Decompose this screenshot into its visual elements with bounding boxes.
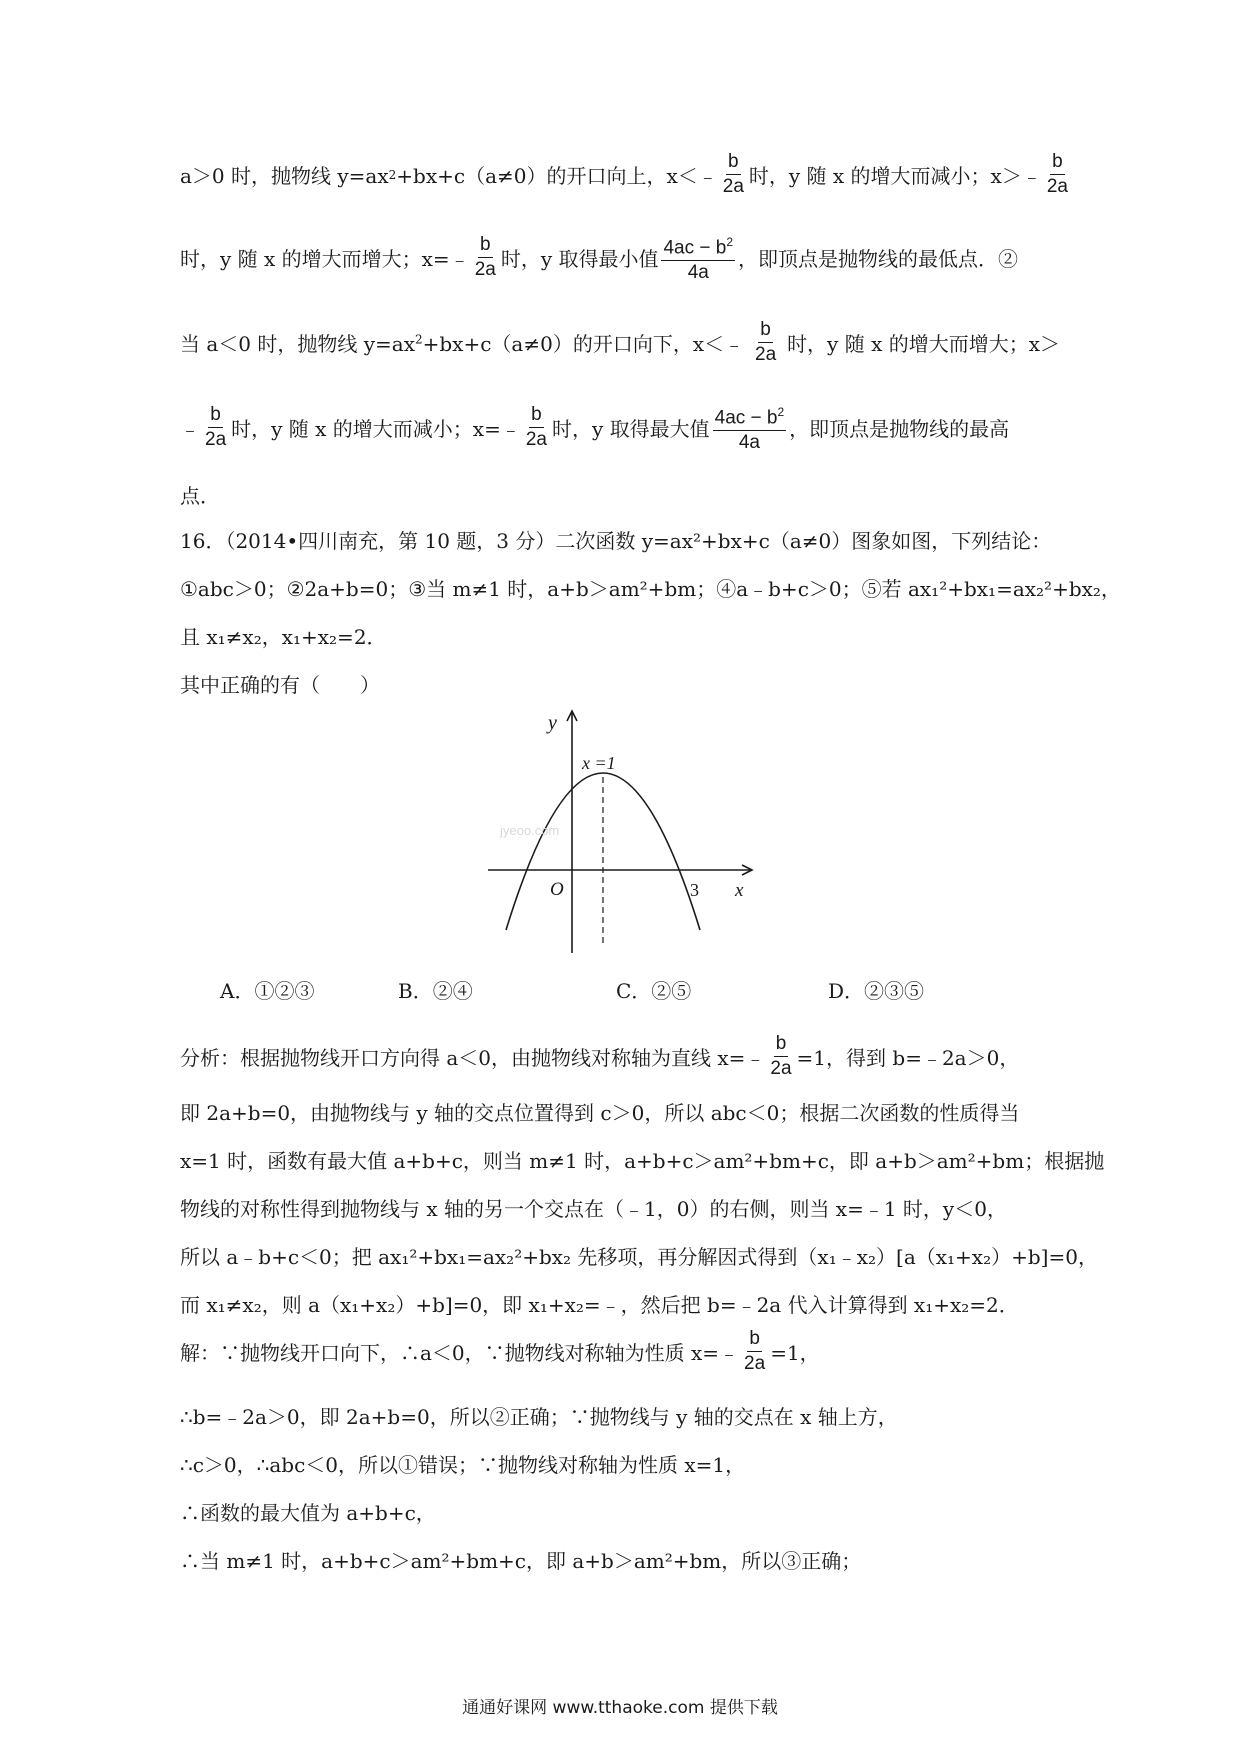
fraction-discriminant — [661, 230, 735, 285]
solution-line-5: ∴当 m≠1 时，a+b+c＞am²+bm+c，即 a+b＞am²+bm，所以③正确； — [180, 1549, 862, 1573]
numerator: b — [747, 1327, 762, 1352]
option-d: D．②③⑤ — [828, 979, 925, 1003]
parabola-graph — [470, 705, 770, 967]
fraction-b-over-2a — [524, 403, 549, 452]
text-group — [180, 328, 744, 357]
text-line-1 — [180, 150, 1068, 199]
fraction-discriminant — [713, 400, 787, 455]
denominator: 2a — [205, 429, 227, 451]
denominator: 2a — [722, 176, 744, 197]
numerator: b — [1050, 150, 1065, 175]
watermark: jyeoo.com — [500, 823, 560, 838]
fraction-b-over-2a — [768, 1032, 793, 1081]
text-seg: ，即顶点是抛物线的最低点．② — [738, 247, 1019, 272]
solution-line-4: ∴函数的最大值为 a+b+c， — [180, 1501, 436, 1525]
denominator: 2a — [755, 344, 777, 365]
text-seg: 时，y 随 x 的增大而减小；x＞﹣ — [748, 164, 1042, 188]
text-seg: 时，y 随 x 的增大而增大；x=﹣ — [180, 247, 470, 272]
origin-label: O — [550, 879, 564, 900]
fraction-b-over-2a — [473, 233, 498, 282]
text-line-4 — [180, 400, 1060, 455]
fraction-b-over-2a — [753, 318, 778, 367]
analysis-line-2: 即 2a+b=0，由抛物线与 y 轴的交点位置得到 c＞0，所以 abc＜0；根据二次函数的性质得当 — [180, 1101, 1020, 1125]
page-footer: 通通好课网 www.tthaoke.com 提供下载 — [462, 1698, 778, 1718]
text-seg: 时，y 取得最小值 — [500, 247, 659, 272]
denominator: 2a — [744, 1353, 766, 1374]
superscript: 2 — [388, 167, 397, 182]
numerator: b — [478, 233, 493, 258]
analysis-line-6: 而 x₁≠x₂，则 a（x₁+x₂）+b]=0，即 x₁+x₂=﹣，然后把 b=﹣2a 代入计算得到 x₁+x₂=2． — [180, 1293, 1019, 1317]
question-16-conditions: ①abc＞0；②2a+b=0；③当 m≠1 时，a+b＞am²+bm；④a﹣b+c＞0；⑤若 ax₁²+bx₁=ax₂²+bx₂， — [180, 577, 1121, 601]
denominator: 4a — [738, 432, 760, 454]
denominator: 2a — [474, 259, 496, 281]
question-16-prompt: 其中正确的有（ ） — [180, 673, 380, 697]
solution-line-3: ∴c＞0，∴abc＜0，所以①错误；∵抛物线对称轴为性质 x=1， — [180, 1453, 746, 1477]
fraction-b-over-2a — [203, 403, 228, 452]
answer-options — [220, 975, 1040, 1004]
numerator: b — [529, 403, 544, 428]
solution-line-1 — [180, 1327, 1060, 1376]
question-16-stem: 16．（2014•四川南充，第 10 题，3 分）二次函数 y=ax²+bx+c（a≠0）图象如图，下列结论： — [180, 529, 1052, 553]
text-seg: a＞0 时，抛物线 y=ax — [180, 164, 389, 188]
x-axis-label: x — [735, 880, 744, 901]
text-seg: =1，得到 b=﹣2a＞0， — [796, 1046, 1020, 1070]
superscript: 2 — [414, 332, 423, 347]
numerator-text: 4ac − b — [714, 407, 778, 429]
numerator — [713, 400, 787, 431]
text-seg: 当 a＜0 时，抛物线 y=ax — [180, 332, 415, 356]
text-seg: ，即顶点是抛物线的最高 — [789, 417, 1010, 442]
y-axis-label: y — [548, 712, 557, 734]
analysis-line-1 — [180, 1032, 1060, 1081]
text-seg: =1， — [770, 1341, 820, 1365]
text-seg: +bx+c（a≠0）的开口向下，x＜﹣ — [422, 332, 745, 356]
numerator-text: 4ac − b — [663, 237, 727, 259]
denominator: 4a — [687, 262, 709, 284]
option-c: C．②⑤ — [616, 979, 692, 1003]
question-16-conditions-cont: 且 x₁≠x₂，x₁+x₂=2． — [180, 625, 387, 649]
symmetry-axis-label: x =1 — [582, 753, 616, 773]
text-seg: 时，y 随 x 的增大而增大；x＞ — [787, 332, 1060, 356]
text-seg: +bx+c（a≠0）的开口向上，x＜﹣ — [396, 164, 718, 188]
analysis-line-3: x=1 时，函数有最大值 a+b+c，则当 m≠1 时，a+b+c＞am²+bm+c，即 a+b＞am²+bm；根据抛 — [180, 1149, 1105, 1173]
text-line-3 — [180, 318, 1060, 367]
text-line-2 — [180, 230, 1060, 285]
text-seg: 时，y 随 x 的增大而减小；x=﹣ — [231, 417, 521, 442]
numerator — [661, 230, 735, 261]
solution-line-2: ∴b=﹣2a＞0，即 2a+b=0，所以②正确；∵抛物线与 y 轴的交点在 x 轴上方， — [180, 1405, 898, 1429]
numerator: b — [758, 318, 773, 343]
analysis-line-4: 物线的对称性得到抛物线与 x 轴的另一个交点在（﹣1，0）的右侧，则当 x=﹣1 时，y＜0， — [180, 1197, 1007, 1221]
numerator: b — [208, 403, 223, 428]
option-b: B．②④ — [398, 979, 473, 1003]
fraction-b-over-2a — [742, 1327, 767, 1376]
text-seg: 时，y 取得最大值 — [551, 417, 710, 442]
denominator: 2a — [525, 429, 547, 451]
root-label: 3 — [690, 880, 699, 900]
superscript: 2 — [726, 235, 734, 249]
numerator: b — [726, 150, 741, 175]
text-line-5: 点． — [180, 484, 220, 508]
denominator: 2a — [770, 1058, 792, 1079]
numerator: b — [774, 1032, 789, 1057]
superscript: 2 — [777, 405, 785, 419]
fraction-b-over-2a — [721, 150, 746, 199]
text-seg: 分析：根据抛物线开口方向得 a＜0，由抛物线对称轴为直线 x=﹣ — [180, 1046, 766, 1070]
denominator: 2a — [1046, 176, 1068, 197]
text-seg: ﹣ — [180, 417, 200, 442]
analysis-line-5: 所以 a﹣b+c＜0；把 ax₁²+bx₁=ax₂²+bx₂ 先移项，再分解因式得到（x₁﹣x₂）[a（x₁+x₂）+b]=0， — [180, 1245, 1098, 1269]
option-a: A．①②③ — [220, 979, 315, 1003]
fraction-b-over-2a — [1045, 150, 1070, 199]
text-seg: 解：∵抛物线开口向下，∴a＜0，∵抛物线对称轴为性质 x=﹣ — [180, 1341, 740, 1365]
